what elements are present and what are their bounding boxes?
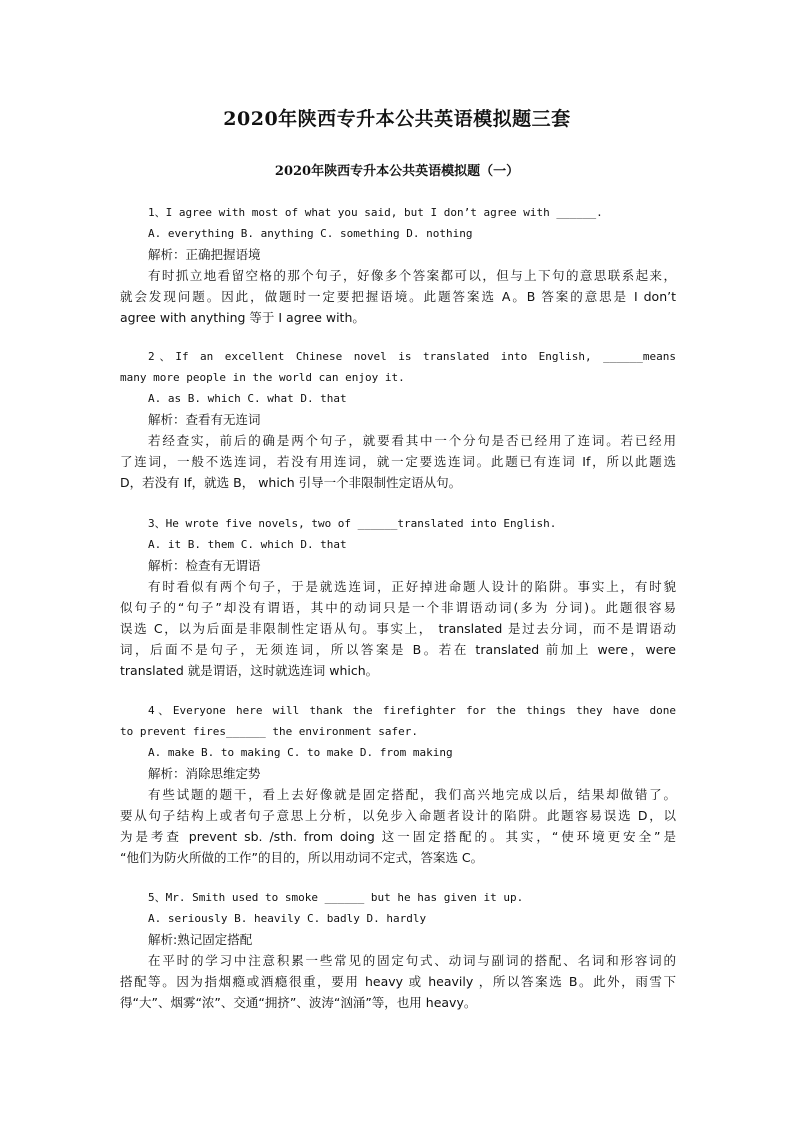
question-1 xyxy=(120,202,676,328)
question-options: A. make B. to making C. to make D. from making xyxy=(148,746,453,759)
analysis-line: D，若没有 If，就选 B， which 引导一个非限制性定语从句。 xyxy=(120,475,462,490)
analysis-title: 解析：查看有无连词 xyxy=(148,412,261,427)
analysis-line: 有时抓立地看留空格的那个句子，好像多个答案都可以，但与上下句的意思联系起来， xyxy=(148,268,676,283)
question-stem: 2、If an excellent Chinese novel is translated into English, ______means xyxy=(148,350,676,363)
analysis-line: 了连词，一般不选连词，若没有用连词，就一定要选连词。此题已有连词 If，所以此题选 xyxy=(120,454,676,469)
question-stem: 3、He wrote five novels, two of ______translated into English. xyxy=(148,517,557,530)
question-stem: to prevent fires______ the environment safer. xyxy=(120,725,419,738)
analysis-title: 解析：消除思维定势 xyxy=(148,766,261,781)
analysis-line: 误选 C，以为后面是非限制性定语从句。事实上， translated 是过去分词，而不是谓语动 xyxy=(120,621,676,636)
analysis-line: 有时看似有两个句子，于是就选连词，正好掉进命题人设计的陷阱。事实上，有时貌 xyxy=(148,579,676,594)
analysis-line: 就会发现问题。因此，做题时一定要把握语境。此题答案选 A。B 答案的意思是 I don’t xyxy=(120,289,676,304)
analysis-line: 为是考查 prevent sb. /sth. from doing 这一固定搭配的。其实，“使环境更安全”是 xyxy=(120,829,676,844)
document-title: 2020年陕西专升本公共英语模拟题三套 xyxy=(223,108,571,130)
analysis-line: 得“大”、烟雾“浓”、交通“拥挤”、波涛“汹涌”等，也用 heavy。 xyxy=(120,995,477,1010)
question-options: A. it B. them C. which D. that xyxy=(148,538,347,551)
document-subtitle: 2020年陕西专升本公共英语模拟题（一） xyxy=(274,164,520,179)
analysis-line: 若经查实，前后的确是两个句子，就要看其中一个分句是否已经用了连词。若已经用 xyxy=(148,433,676,448)
analysis-line: 似句子的“句子”却没有谓语，其中的动词只是一个非谓语动词(多为 分词)。此题很容易 xyxy=(120,600,676,615)
question-4 xyxy=(120,700,676,868)
analysis-title: 解析：检查有无谓语 xyxy=(148,558,261,573)
question-stem: 1、I agree with most of what you said, but I don’t agree with ______. xyxy=(148,206,603,219)
analysis-line: translated 就是谓语，这时就选连词 which。 xyxy=(120,663,379,678)
analysis-line: 有些试题的题干，看上去好像就是固定搭配，我们高兴地完成以后，结果却做错了。 xyxy=(148,787,676,802)
question-2 xyxy=(120,346,676,493)
question-options: A. as B. which C. what D. that xyxy=(148,392,347,405)
analysis-line: 词，后面不是句子，无须连词，所以答案是 B。若在 translated 前加上 were，were xyxy=(120,642,676,657)
analysis-line: agree with anything 等于 I agree with。 xyxy=(120,310,365,325)
question-options: A. seriously B. heavily C. badly D. hardly xyxy=(148,912,427,925)
analysis-line: 搭配等。因为指烟瘾或酒瘾很重，要用 heavy 或 heavily ，所以答案选 B。此外，雨雪下 xyxy=(120,974,676,989)
question-stem: 5、Mr. Smith used to smoke ______ but he has given it up. xyxy=(148,891,524,904)
question-stem: 4、Everyone here will thank the firefighter for the things they have done xyxy=(148,704,676,717)
analysis-line: 在平时的学习中注意积累一些常见的固定句式、动词与副词的搭配、名词和形容词的 xyxy=(148,953,676,968)
question-options: A. everything B. anything C. something D. nothing xyxy=(148,227,473,240)
analysis-title: 解析:熟记固定搭配 xyxy=(148,932,253,947)
analysis-line: “他们为防火所做的工作”的目的，所以用动词不定式，答案选 C。 xyxy=(120,850,484,865)
analysis-title: 解析：正确把握语境 xyxy=(148,247,261,262)
analysis-line: 要从句子结构上或者句子意思上分析，以免步入命题者设计的陷阱。此题容易误选 D，以 xyxy=(120,808,676,823)
question-stem: many more people in the world can enjoy it. xyxy=(120,371,405,384)
question-3 xyxy=(120,513,676,681)
question-5 xyxy=(120,887,676,1013)
